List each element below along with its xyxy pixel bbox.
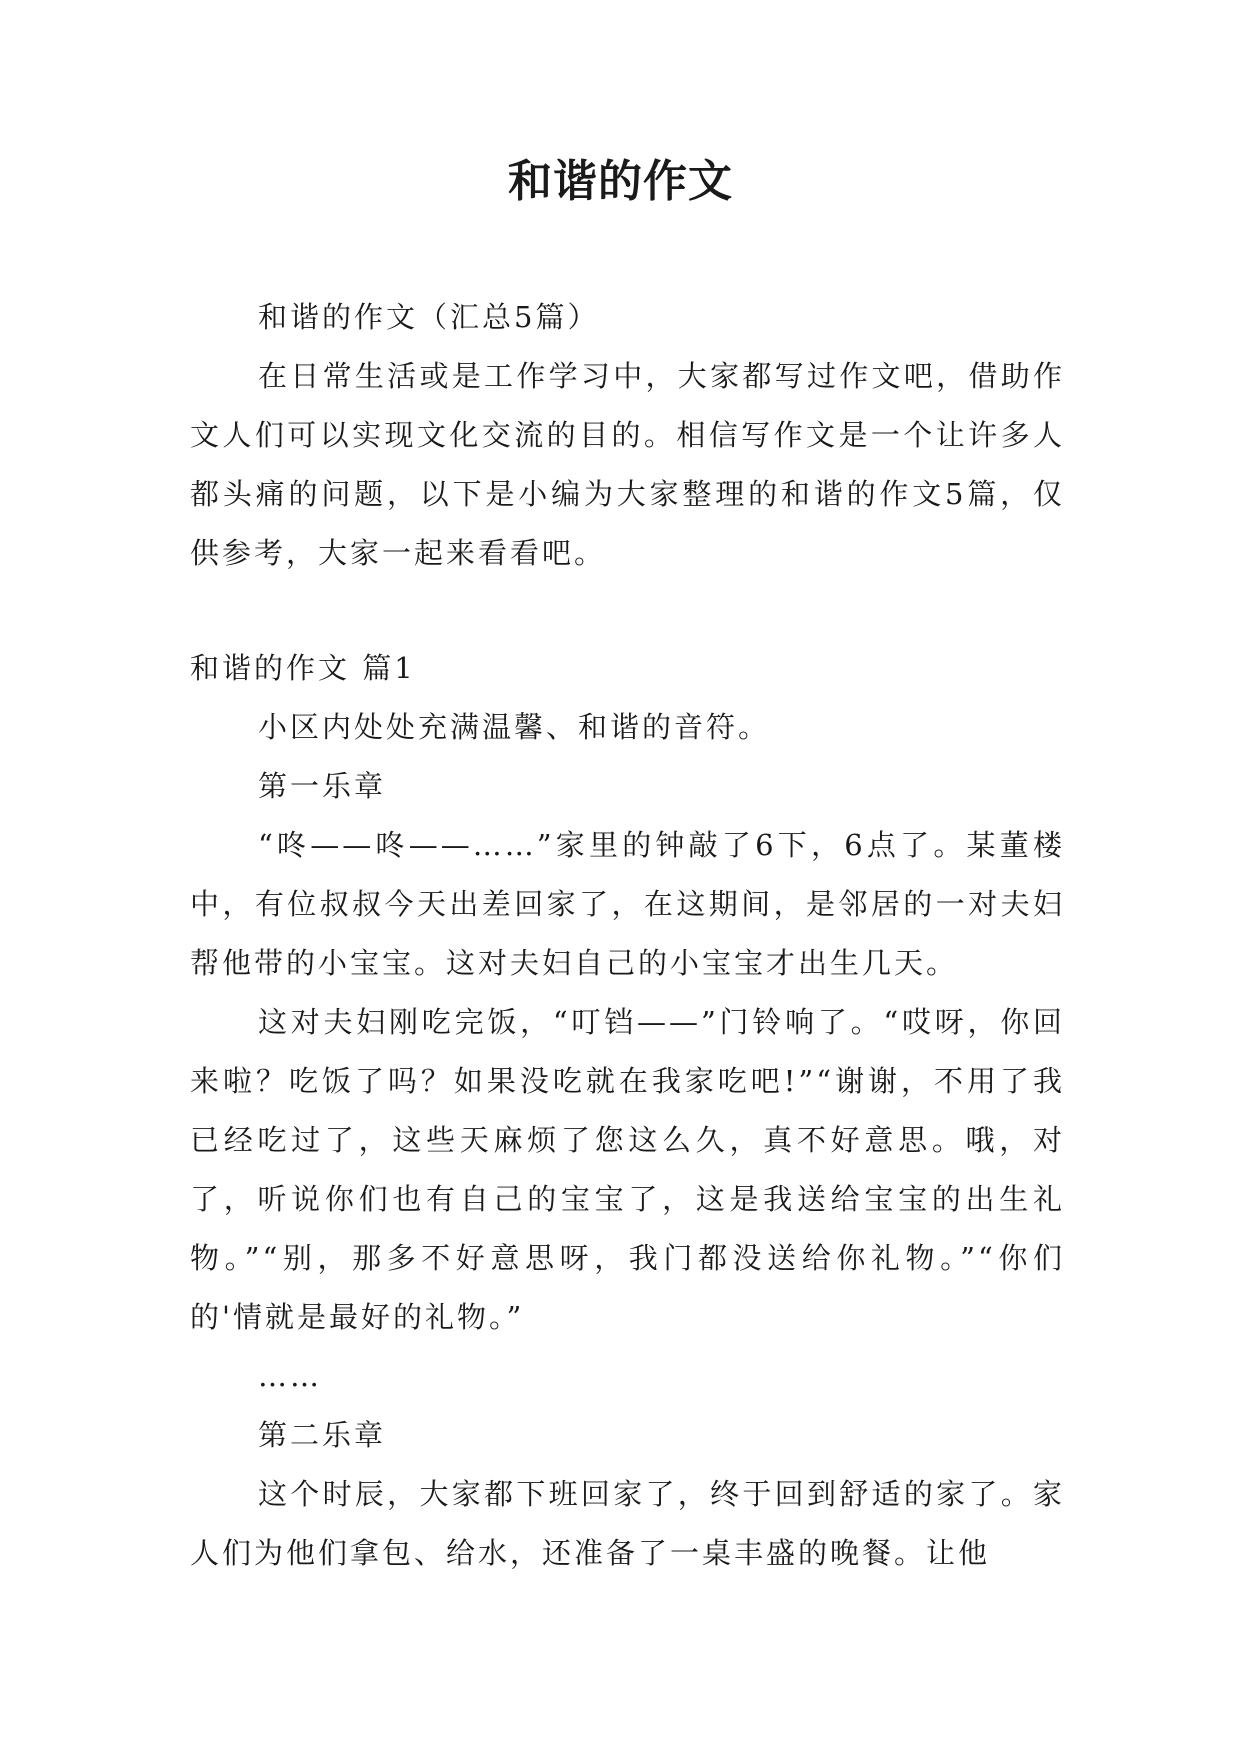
section-paragraph: 这个时辰，大家都下班回家了，终于回到舒适的家了。家人们为他们拿包、给水，还准备了一桌丰盛的晚餐。让他 [190, 1477, 1065, 1570]
intro-paragraph: 在日常生活或是工作学习中，大家都写过作文吧，借助作文人们可以实现文化交流的目的。相信写作文是一个让许多人都头痛的问题，以下是小编为大家整理的和谐的作文5篇，仅供参考，大家一起来看看吧。 [190, 359, 1065, 570]
movement-heading: 第一乐章 [258, 769, 387, 803]
section-paragraph: 这对夫妇刚吃完饭，“叮铛——”门铃响了。“哎呀，你回来啦？吃饭了吗？如果没吃就在我家吃吧!”“谢谢，不用了我已经吃过了，这些天麻烦了您这么久，真不好意思。哦，对了，听说你们也有自己的宝宝了，这是我送给宝宝的出生礼物。”“别，那多不好意思呀，我门都没送给你礼物。”“你们的'情就是最好的礼物。” [190, 1005, 1065, 1334]
document-title: 和谐的作文 [508, 156, 733, 207]
section-spacer [190, 583, 1065, 639]
ellipsis-paragraph: …… [258, 1359, 322, 1393]
section-heading: 和谐的作文 篇1 [190, 651, 416, 685]
section-paragraph: “咚——咚——……”家里的钟敲了6下，6点了。某董楼中，有位叔叔今天出差回家了，在这期间，是邻居的一对夫妇帮他带的小宝宝。这对夫妇自己的小宝宝才出生几天。 [190, 828, 1065, 980]
section-paragraph: 小区内处处充满温馨、和谐的音符。 [258, 710, 771, 744]
movement-heading: 第二乐章 [258, 1418, 387, 1452]
subtitle-paragraph: 和谐的作文（汇总5篇） [258, 300, 600, 334]
document-body [190, 288, 1065, 1583]
